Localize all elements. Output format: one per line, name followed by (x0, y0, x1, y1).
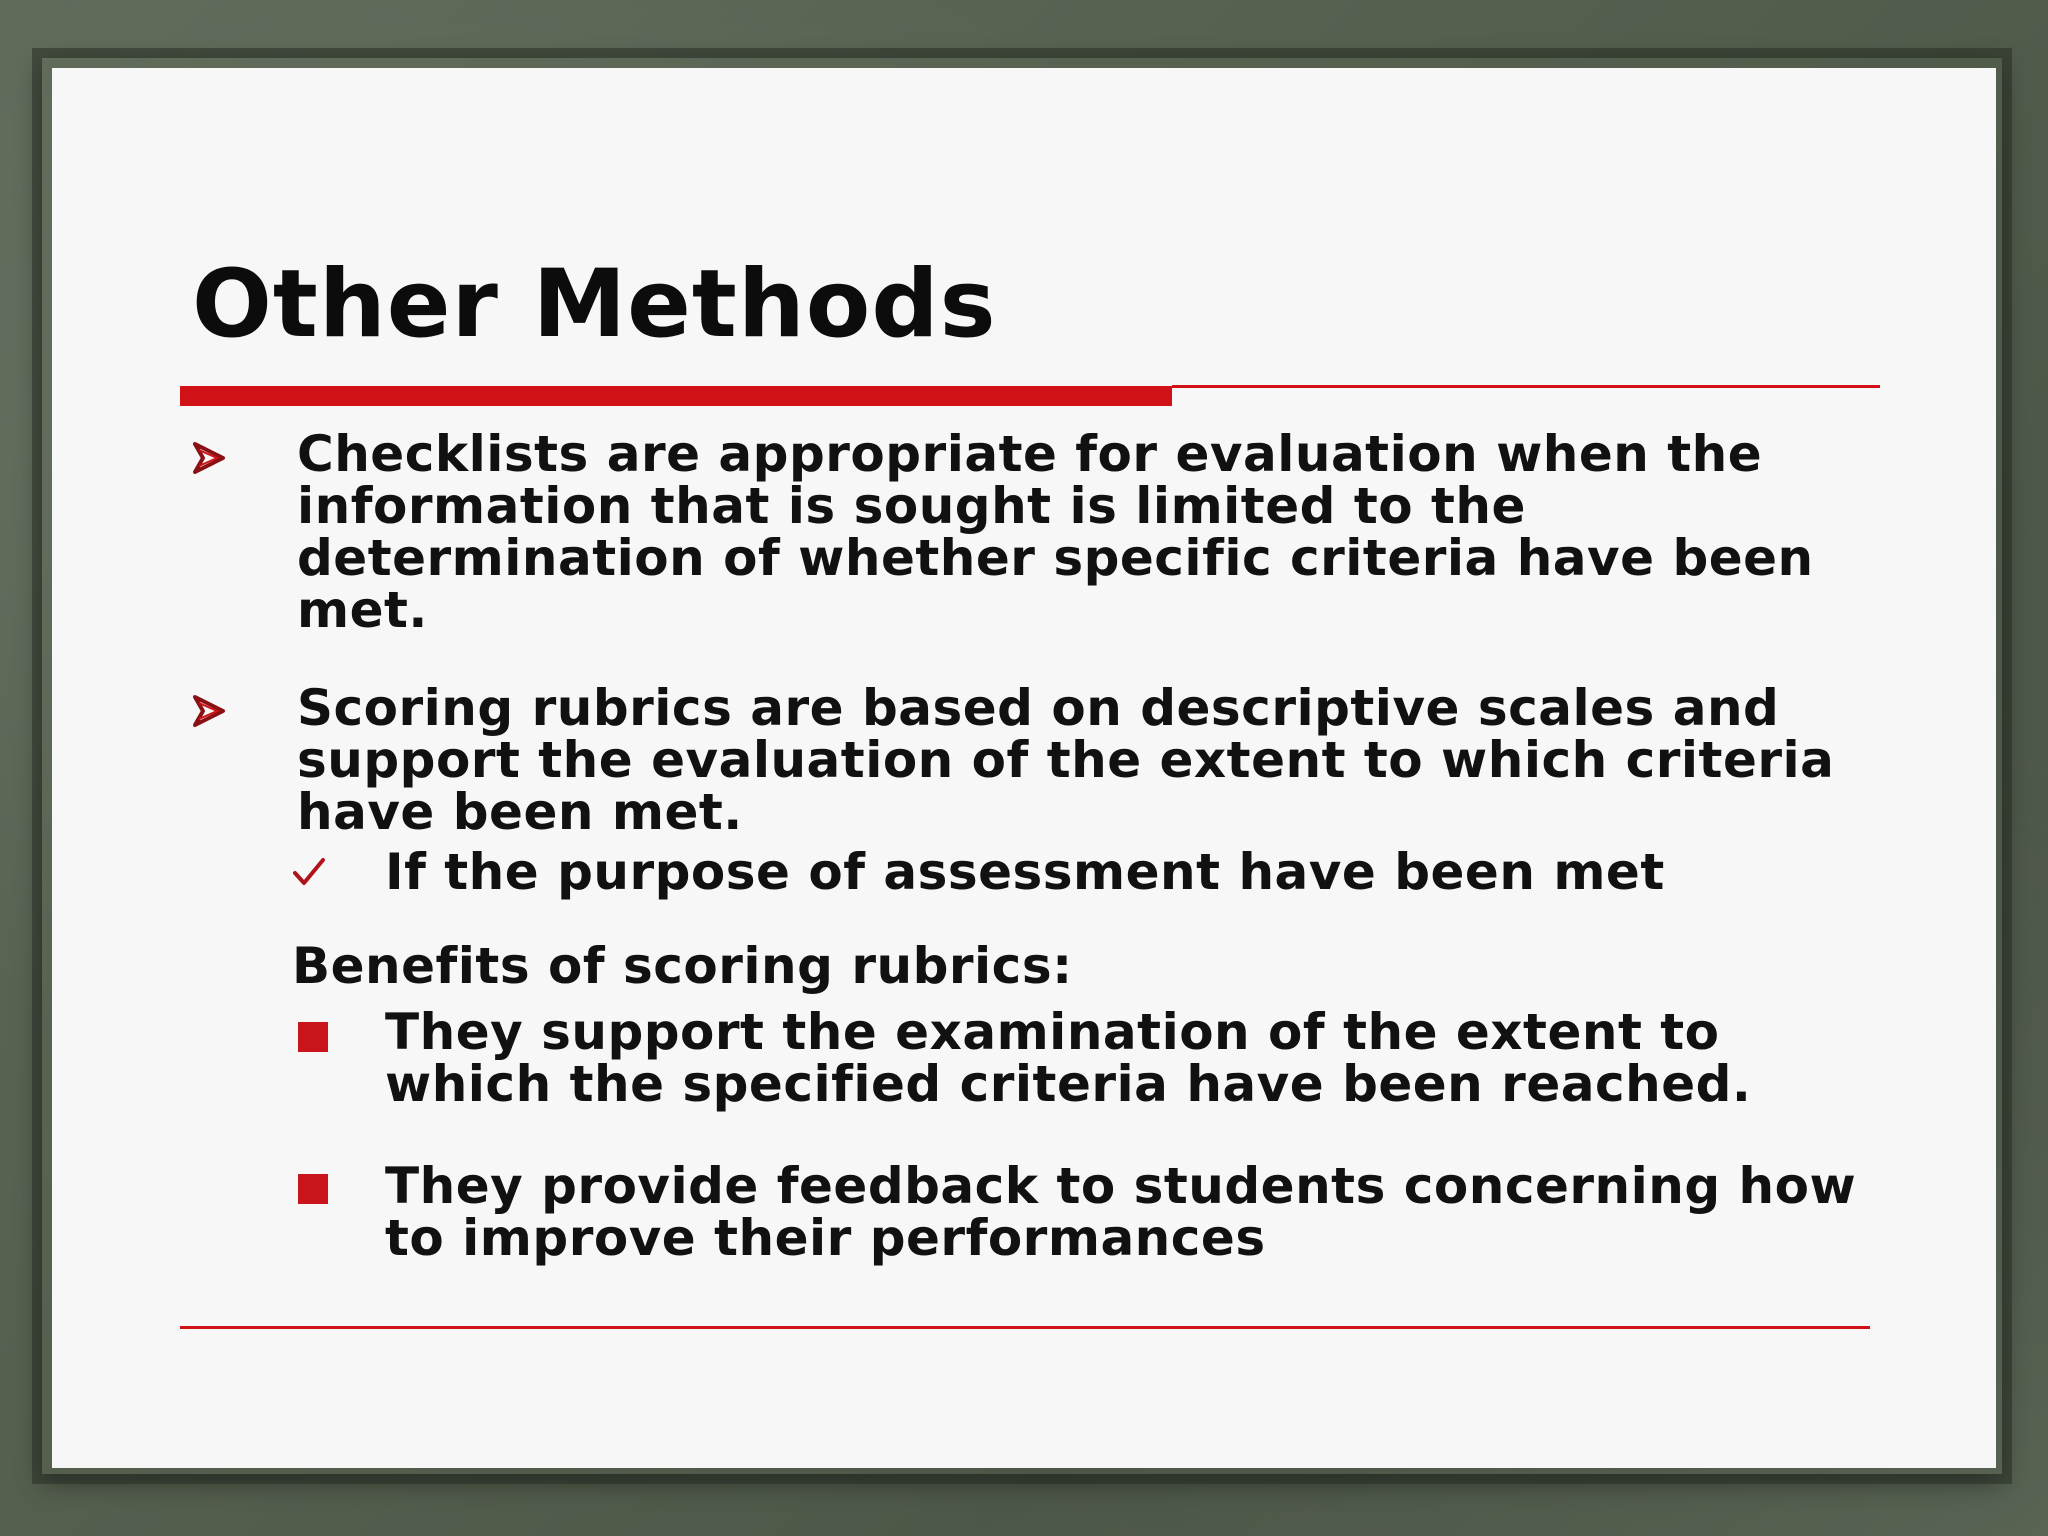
bottom-divider (180, 1326, 1870, 1329)
benefit-examination: They support the examination of the extent to which the specified criteria have been reached. (385, 1003, 1752, 1113)
benefit-feedback: They provide feedback to students concerning how to improve their performances (385, 1157, 1857, 1267)
sub-bullet-purpose: If the purpose of assessment have been met (385, 843, 1665, 901)
title-underline-thick (180, 386, 1172, 406)
square-bullet-icon (298, 1022, 328, 1052)
title-underline-thin (1172, 385, 1880, 388)
slide-title: Other Methods (192, 250, 997, 359)
checkmark-icon (292, 856, 326, 888)
arrow-bullet-icon (192, 440, 226, 476)
slide (52, 68, 1996, 1468)
bullet-checklists: Checklists are appropriate for evaluation when the information that is sought is limited to the determination of whether specific criteria have been met. (297, 425, 1814, 639)
square-bullet-icon (298, 1174, 328, 1204)
bullet-scoring-rubrics: Scoring rubrics are based on descriptive scales and support the evaluation of the extent to which criteria have been met. (297, 679, 1835, 841)
benefits-heading: Benefits of scoring rubrics: (292, 937, 1073, 995)
arrow-bullet-icon (192, 693, 226, 729)
